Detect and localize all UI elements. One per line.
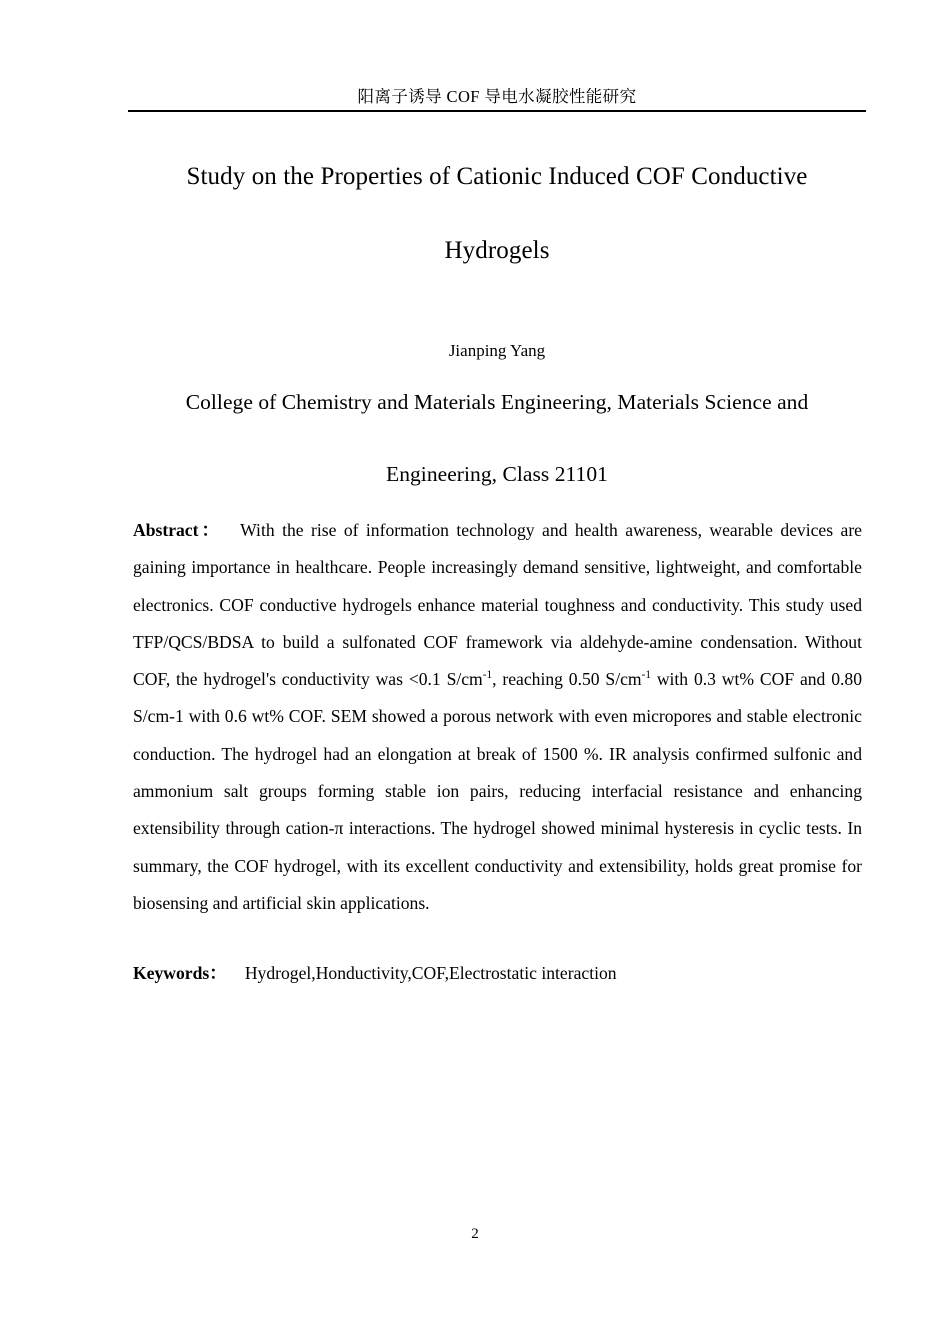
title-line-2: Hydrogels <box>444 237 550 264</box>
page-header <box>128 86 866 112</box>
keywords-colon: ： <box>209 963 227 983</box>
abstract-text-part-1: With the rise of information technology and health awareness, wearable devices are gaining importance in healthcare. People increasingly demand sensitive, lightweight, and comfortable electronics. COF conductive hydrogels enhance material toughness and conductivity. This study used TFP/QCS/BDSA to build a sulfonated COF framework via aldehyde-amine condensation. Without COF, the hydrogel's conductivity was <0.1 S/cm <box>133 520 862 690</box>
keywords-line <box>133 958 862 988</box>
abstract-paragraph <box>133 512 862 922</box>
page-title <box>128 140 866 288</box>
author-name: Jianping Yang <box>448 341 546 360</box>
header-divider <box>128 110 866 112</box>
page-number: 2 <box>471 1226 479 1242</box>
abstract-superscript-1: -1 <box>482 669 493 682</box>
title-line-1: Study on the Properties of Cationic Induced COF Conductive <box>186 163 808 190</box>
abstract-label: Abstract <box>133 520 199 540</box>
affiliation-line-1: College of Chemistry and Materials Engineering, Materials Science and <box>185 390 809 414</box>
abstract-section <box>133 512 862 922</box>
author-affiliation-block <box>110 336 884 510</box>
abstract-superscript-2: -1 <box>641 669 651 682</box>
abstract-text-part-3: with 0.3 wt% COF and 0.80 S/cm-1 with 0.6 wt% COF. SEM showed a porous network with even micropores and stable electronic conduction. The hydrogel had an elongation at break of 1500 %. IR analysis confirmed sulfonic and ammonium salt groups forming stable ion pairs, reducing interfacial resistance and enhancing extensibility through cation-π interactions. The hydrogel showed minimal hysteresis in cyclic tests. In summary, the COF hydrogel, with its excellent conductivity and extensibility, holds great promise for biosensing and artificial skin applications. <box>133 669 862 913</box>
abstract-text-part-2: , reaching 0.50 S/cm <box>492 669 642 690</box>
running-title: 阳离子诱导 COF 导电水凝胶性能研究 <box>357 87 637 106</box>
affiliation-line-2: Engineering, Class 21101 <box>386 462 608 486</box>
keywords-value: Hydrogel,Honductivity,COF,Electrostatic interaction <box>244 963 617 983</box>
keywords-label: Keywords <box>133 963 210 983</box>
keywords-section <box>133 958 862 988</box>
abstract-colon: ： <box>198 520 223 540</box>
page-footer <box>0 1224 950 1244</box>
